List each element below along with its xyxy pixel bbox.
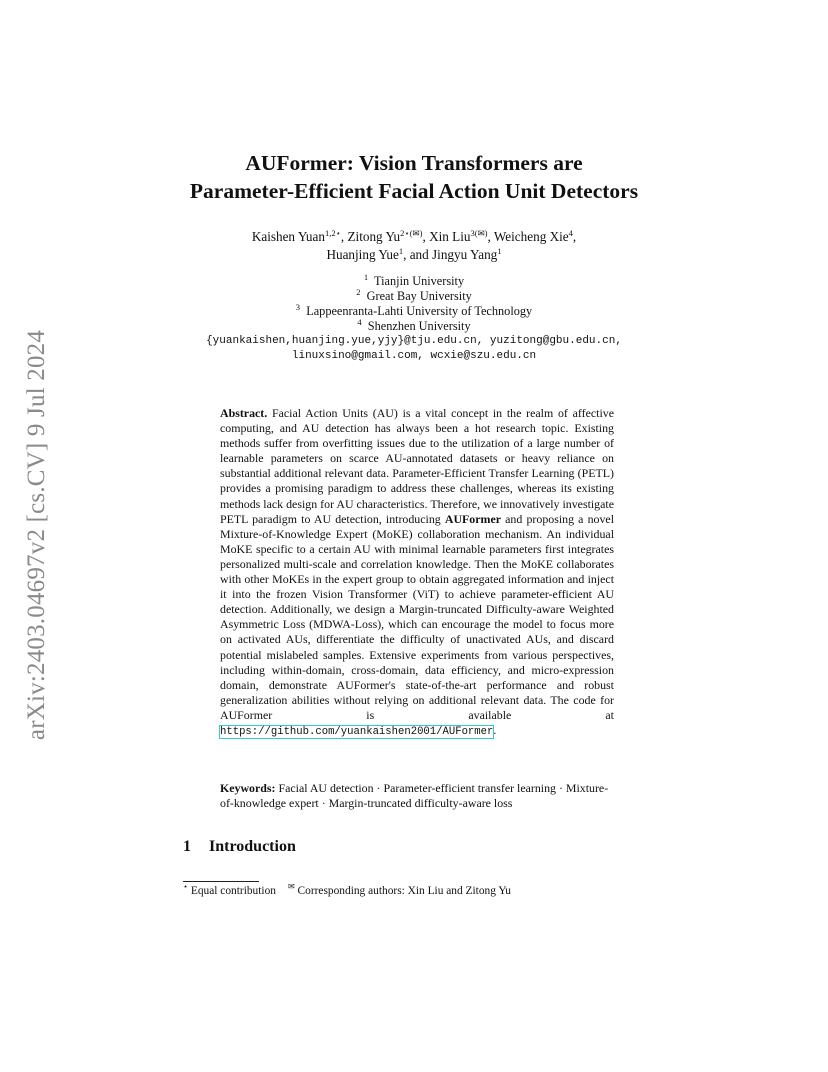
author-name: Jingyu Yang (432, 247, 498, 262)
arxiv-stamp-text: arXiv:2403.04697v2 [cs.CV] 9 Jul 2024 (23, 329, 50, 741)
affiliation-line (0, 289, 828, 304)
corresponding-authors-note: Corresponding authors: Xin Liu and Zitong Yu (297, 885, 511, 897)
affiliation-line (0, 274, 828, 289)
email-line-1: {yuankaishen,huanjing.yue,yjy}@tju.edu.cn, yuzitong@gbu.edu.cn, (206, 335, 622, 347)
section-number: 1 (183, 838, 191, 855)
footnote (183, 882, 511, 897)
author-name: Weicheng Xie (493, 229, 569, 244)
affiliation-line (0, 319, 828, 334)
affiliations-block (0, 274, 828, 364)
email-line-2: linuxsino@gmail.com, wcxie@szu.edu.cn (291, 350, 537, 362)
star-mark: ⋆ (183, 882, 189, 891)
keywords-text: Facial AU detection · Parameter-efficient transfer learning · Mixture-of-knowledge expert · Margin-truncated difficulty-aware loss (220, 781, 609, 811)
affiliation-number: 4 (357, 317, 362, 327)
author-name: Kaishen Yuan (251, 229, 325, 244)
affiliation-name: Shenzhen University (367, 319, 471, 333)
author-affiliation-mark: 1 (398, 246, 404, 256)
author-line-2: Huanjing Yue$^1$, and Jingyu Yang$^1$ (326, 246, 502, 262)
abstract-text-part-1: Facial Action Units (AU) is a vital concept in the realm of affective computing, and AU detection has always been a hot research topic. Existing methods suffer from overfitting issues due to the utilization of a large number of learnable parameters on scarce AU-annotated datasets or heavy reliance on substantial additional relevant data. Parameter-Efficient Transfer Learning (PETL) provides a promising paradigm to address these challenges, whereas its existing methods lack design for AU characteristics. Therefore, we innovatively investigate PETL paradigm to AU detection, introducing (220, 406, 614, 526)
author-name: Zitong Yu (347, 229, 401, 244)
mail-icon: ✉ (287, 882, 295, 891)
title-line-1: AUFormer: Vision Transformers are (245, 151, 583, 175)
affiliation-number: 3 (295, 302, 301, 312)
keywords-label: Keywords: (220, 781, 276, 795)
author-affiliation-mark: 1,2⋆ (324, 228, 341, 238)
author-line-1: Kaishen Yuan$^{1,2⋆}$, Zitong $Yu^{2⋆(✉)}$, Xin Liu$^{3(✉)}$, Weicheng Xie$^4$, (251, 228, 577, 244)
affiliation-line (0, 304, 828, 319)
paper-title (0, 149, 828, 205)
title-line-2: Parameter-Efficient Facial Action Unit Detectors (189, 179, 639, 203)
author-affiliation-mark: 4 (568, 228, 573, 238)
author-list (0, 228, 828, 264)
affiliation-name: Lappeenranta-Lahti University of Technology (306, 304, 533, 318)
author-name: Huanjing Yue (326, 247, 399, 262)
code-repository-link[interactable]: https://github.com/yuankaishen2001/AUFormer (220, 725, 494, 738)
equal-contribution-note: Equal contribution (190, 885, 276, 897)
section-heading (183, 838, 296, 856)
abstract-end-period: . (493, 722, 497, 737)
arxiv-identifier-stamp (22, 305, 52, 765)
keywords (220, 781, 616, 811)
section-title: Introduction (209, 838, 296, 855)
author-affiliation-mark: 2⋆(✉) (400, 228, 423, 238)
footnote-rule (183, 881, 259, 882)
author-name: Xin Liu (429, 229, 471, 244)
author-affiliation-mark: 1 (497, 246, 502, 256)
author-affiliation-mark: 3(✉) (470, 228, 488, 238)
affiliation-name: Tianjin University (374, 274, 465, 288)
affiliation-number: 2 (356, 287, 361, 297)
affiliation-name: Great Bay University (366, 289, 472, 303)
abstract (220, 406, 614, 740)
abstract-text-part-2: and proposing a novel Mixture-of-Knowledge Expert (MoKE) collaboration mechanism. An individual MoKE specific to a certain AU with minimal learnable parameters first integrates personalized multi-scale and correlation knowledge. Then the MoKE collaborates with other MoKEs in the expert group to obtain aggregated information and inject it into the frozen Vision Transformer (ViT) to achieve parameter-efficient AU detection. Additionally, we design a Margin-truncated Difficulty-aware Weighted Asymmetric Loss (MDWA-Loss), which can encourage the model to focus more on activated AUs, differentiate the difficulty of unactivated AUs, and discard potential mislabeled samples. Extensive experiments from various perspectives, including within-domain, cross-domain, data efficiency, and micro-expression domain, demonstrate AUFormer's state-of-the-art performance and robust generalization abilities without relying on additional relevant data. The code for AUFormer is available at (220, 511, 615, 722)
abstract-label: Abstract. (220, 406, 268, 420)
method-name: AUFormer (444, 511, 501, 526)
affiliation-number: 1 (363, 272, 369, 282)
